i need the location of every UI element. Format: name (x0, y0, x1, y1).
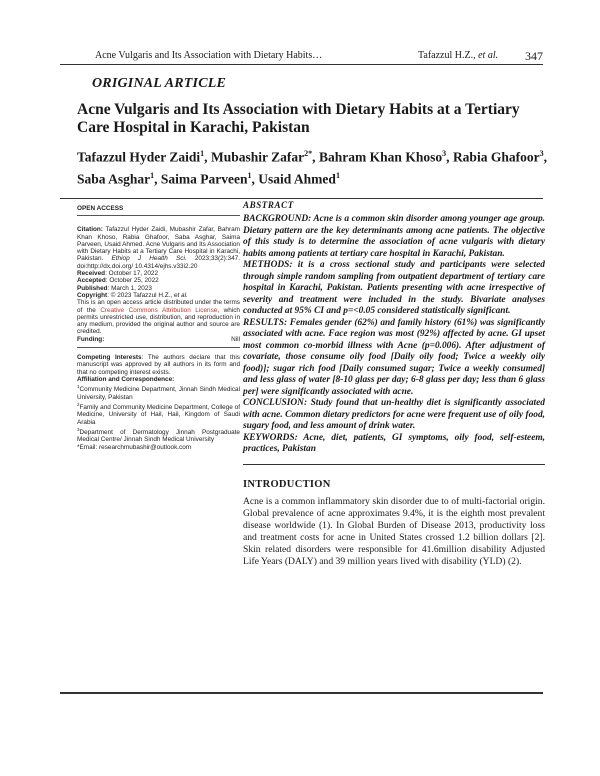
copyright-etal: et al. (173, 291, 188, 299)
correspondence-email[interactable]: *Email: researchmubashir@outlook.com (77, 443, 192, 451)
license-link[interactable]: Creative Commons Attribution License (100, 306, 218, 314)
article-type: ORIGINAL ARTICLE (92, 76, 227, 91)
introduction-text: Acne is a common inflammatory skin disorder due to of multi-factorial origin. Global prevalence of acne approximates 9.4%, it is the eighth most prevalent disease worldwide (1). In Global Burden of Disease 2013, productivity loss and treatment costs for acne in United States crossed 1.2 billion dollars [2]. Skin related disorders were responsible for 41.6million disability Adjusted Life Years (DALY) and 39 million years lived with disability (YLD) (2). (243, 495, 545, 567)
author-separator: , (204, 149, 211, 165)
license-statement (77, 299, 240, 335)
author-name: Tafazzul Hyder Zaidi (77, 149, 201, 165)
author-affiliation-mark: 3 (539, 149, 544, 158)
author-separator: , (251, 171, 259, 186)
funding (77, 336, 240, 343)
running-authors-etal: et al. (478, 50, 499, 61)
published-value: : March 1, 2023 (107, 284, 152, 292)
affiliation-heading: Affiliation and Correspondence: (77, 375, 175, 383)
conclusion-text: Study found that un-healthy diet is significantly associated with acne. Common dietary predictors for acne were frequent use of oily food, sugary food, and less amount of drink water. (243, 398, 545, 431)
affiliation-list (77, 383, 240, 443)
abstract-conclusion (243, 398, 545, 433)
published-label: Published (77, 284, 108, 292)
abstract-heading: ABSTRACT (243, 200, 294, 210)
published-date (77, 285, 240, 292)
license-post: , which permits unrestricted use, distribution, and reproduction in any medium, provided the original author and source are credited. (77, 306, 240, 336)
author-affiliation-mark: 1 (150, 170, 155, 180)
footer-divider (60, 692, 543, 694)
received-date (77, 270, 240, 277)
received-label: Received (77, 270, 106, 278)
affiliation-item (77, 401, 240, 426)
methods-text: it is a cross sectional study and participants were selected through simple random sampling from outpatient department of tertiary care hospital in Karachi, Pakistan. Patients presenting with acne irrespective of severity and treatment were included in the study. Bivariate analyses conducted at 95% CI and p=<0.05 considered statistically significant. (243, 260, 545, 316)
affiliation-item (77, 426, 240, 444)
author-list (77, 145, 547, 188)
running-title: Acne Vulgaris and Its Association with Dietary Habits… (95, 50, 323, 61)
conclusion-label: CONCLUSION: (243, 398, 308, 408)
author-affiliation-mark: 2* (304, 149, 313, 158)
citation-text: Tafazzul Hyder Zaidi, Mubashir Zafar, Bahram Khan Khoso, Rabia Ghafoor, Saba Asghar, Saima Parveen, Usaid Ahmed. Acne Vulgaris and Its Association with Dietary Habits at a Tertiary Care Hospital in Karachi, Pakistan. (77, 226, 240, 263)
main-column (243, 200, 545, 568)
citation-label: Citation: (77, 226, 103, 234)
abstract-methods (243, 260, 545, 318)
author-name: Mubashir Zafar (210, 149, 305, 165)
license-pre: This is an open access article distributed under the terms of the (77, 299, 240, 314)
author-name: Saba Asghar (77, 171, 151, 186)
accepted-value: : October 25, 2022 (105, 277, 159, 285)
copyright-text: : © 2023 Tafazzul H.Z., (107, 291, 174, 299)
author-name: Usaid Ahmed (258, 171, 336, 186)
abstract-background (243, 214, 545, 260)
affiliation-mark: 3 (77, 426, 80, 432)
received-value: : October 17, 2022 (105, 270, 159, 278)
author-name: Bahram Khan Khoso (318, 149, 443, 165)
author-affiliation-mark: 1 (335, 170, 340, 180)
affiliation-text: Community Medicine Department, Jinnah Sindh Medical University, Pakistan (77, 386, 240, 401)
authors-divider (60, 198, 543, 199)
open-access-label: OPEN ACCESS (77, 205, 124, 212)
affiliation-label: Affiliation and Correspondence (77, 375, 173, 383)
affiliation-mark: 1 (77, 384, 80, 390)
abstract-divider (243, 464, 545, 465)
open-access-divider (77, 215, 240, 216)
author-separator: , (446, 149, 453, 165)
author-name: Saima Parveen (160, 171, 248, 186)
author-affiliation-mark: 1 (247, 170, 252, 180)
running-authors (418, 50, 498, 62)
competing-label: Competing Interests (77, 354, 142, 362)
author-separator: , (154, 171, 161, 186)
copyright (77, 292, 240, 299)
copyright-label: Copyright (77, 291, 108, 299)
abstract-results (243, 318, 545, 399)
competing-interests (77, 354, 240, 376)
author-name: Rabia Ghafoor (452, 149, 540, 165)
affiliation-item (77, 383, 240, 401)
abstract-keywords (243, 433, 545, 456)
citation-journal: Ethiop J Health Sci. (111, 255, 187, 263)
affiliation-mark: 2 (77, 401, 80, 407)
funding-divider (77, 347, 240, 348)
page-number: 347 (525, 49, 543, 63)
keywords-label: KEYWORDS: (243, 432, 298, 443)
background-label: BACKGROUND: (243, 214, 312, 224)
results-label: RESULTS: (243, 317, 288, 328)
author-affiliation-mark: 1 (200, 149, 205, 158)
background-text: Acne is a common skin disorder among younger age group. Dietary pattern are the key determinants among acne patients. The objective of this study is to determine the association of acne vulgaris with dietary habits among patients at tertiary care hospital in Karachi, Pakistan. (243, 214, 545, 259)
funding-label: Funding: (77, 335, 105, 343)
affiliation-text: Department of Dermatology Jinnah Postgraduate Medical Centre/ Jinnah Sindh Medical University (77, 429, 240, 444)
author-separator: , (312, 149, 319, 165)
introduction-heading: INTRODUCTION (243, 478, 331, 490)
header-divider (60, 64, 543, 65)
running-authors-prefix: Tafazzul H.Z., (418, 50, 479, 61)
methods-label: METHODS: (243, 260, 293, 270)
accepted-label: Accepted (77, 277, 106, 285)
competing-text: : The authors declare that this manuscript was approved by all authors in its form and that no competing interest exists. (77, 354, 240, 376)
affiliation-text: Family and Community Medicine Department, College of Medicine, University of Hail, Hail, Kingdom of Saudi Arabia (77, 404, 240, 426)
results-text: Females gender (62%) and family history (61%) was significantly associated with acne. Face region was most (92%) affected by acne. GI upset most common co-morbid illness with Acne (p=0.006). After adjustment of covariate, those consume oily food [Daily oily food; Twice a weekly oily food)]; sugar rich food [Daily consumed sugar; Twice a weekly consumed] and less glass of water [8-10 glass per day; 6-8 glass per day; less than 6 glass per] were significantly associated with acne. (243, 317, 545, 397)
keywords-text: Acne, diet, patients, GI symptoms, oily food, self-esteem, practices, Pakistan (243, 432, 545, 454)
funding-value: Nill (231, 335, 240, 343)
author-affiliation-mark: 3 (442, 149, 447, 158)
accepted-date (77, 277, 240, 284)
author-separator: , (543, 149, 548, 165)
article-info-sidebar (77, 205, 240, 451)
citation-tail: 2023;33(2):347. doi:http://dx.doi.org/ 10.4314/ejhs.v33i2.20 (77, 255, 240, 270)
citation (77, 226, 240, 270)
article-title: Acne Vulgaris and Its Association with Dietary Habits at a Tertiary Care Hospital in Karachi, Pakistan (77, 101, 520, 136)
